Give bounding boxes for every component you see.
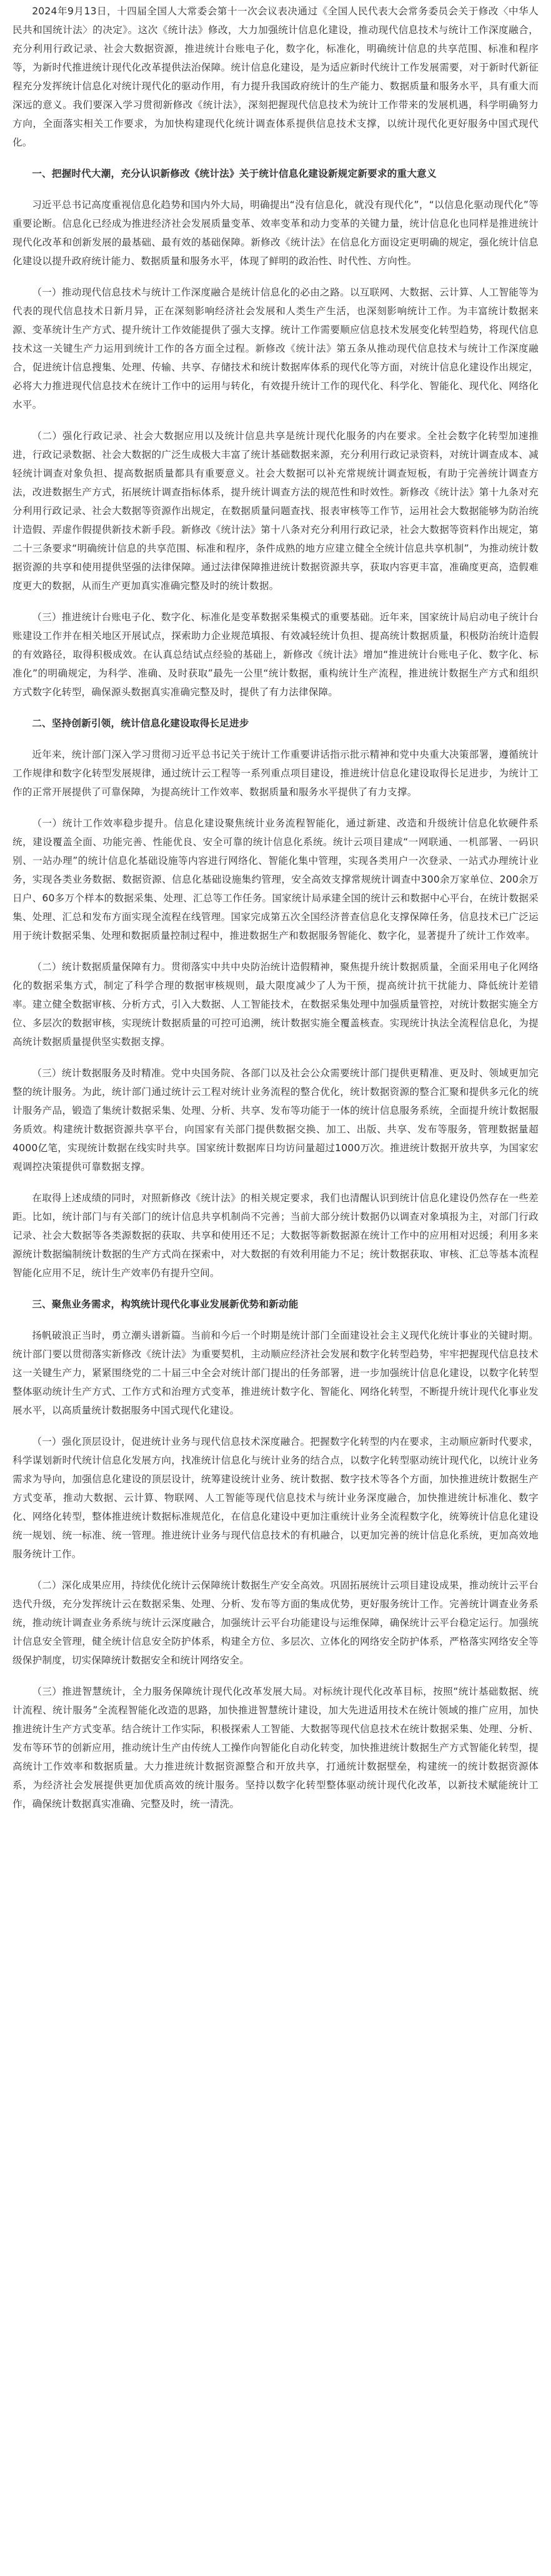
body-paragraph: （一）推动现代信息技术与统计工作深度融合是统计信息化的必由之路。以互联网、大数据、云计算、人工智能等为代表的现代信息技术日新月异，正在深刻影响经济社会发展和人类生产生活，也深刻影响统计工作。为丰富统计数据来源、变革统计生产方式、提升统计工作效能提供了强大支撑。统计工作需要顺应信息技术发展变化转型趋势，将现代信息技术这一关键生产力运用到统计工作的各方面全过程。新修改《统计法》第五条从推动现代信息技术与统计工作深度融合，促进统计信息搜集、处理、传输、共享、存储技术和统计数据库体系的现代化等方面，对统计信息化建设作出规定，必将大力推进现代信息技术在统计工作中的运用与转化，有效提升统计工作的现代化、科学化、智能化、现代化、网络化水平。 bbox=[12, 287, 539, 410]
body-paragraph: 扬帆破浪正当时，勇立潮头谱新篇。当前和今后一个时期是统计部门全面建设社会主义现代化统计事业的关键时期。统计部门要以贯彻落实新修改《统计法》为重要契机，主动顺应经济社会发展和数字化转型趋势，牢牢把握现代信息技术这一关键生产力，紧紧围绕党的二十届三中全会对统计部门提出的任务部署，进一步加强统计信息化建设，以数字化转型整体驱动统计生产方式、工作方式和治理方式变革，推进统计数字化、智能化、网络化转型，不断提升统计现代化事业发展水平，以高质量统计数据服务中国式现代化建设。 bbox=[12, 1330, 539, 1416]
section-heading-1: 一、把握时代大潮，充分认识新修改《统计法》关于统计信息化建设新规定新要求的重大意义 bbox=[32, 168, 437, 179]
body-paragraph: 习近平总书记高度重视信息化趋势和国内外大局，明确提出“没有信息化，就没有现代化”，“以信息化驱动现代化”等重要论断。信息化已经成为推进经济社会发展质量变革、效率变革和动力变革的关键力量，统计信息化也同样是推进统计现代化改革和创新发展的最基础、最有效的基础保障。新修改《统计法》在信息化方面设定更明确的规定，强化统计信息化建设以提升政府统计能力、数据质量和服务水平，体现了鲜明的政治性、时代性、方向性。 bbox=[12, 199, 539, 267]
intro-paragraph: 2024年9月13日，十四届全国人大常委会第十一次会议表决通过《全国人民代表大会常务委员会关于修改〈中华人民共和国统计法〉的决定》。这次《统计法》修改，大力加强统计信息化建设，推动现代信息技术与统计工作深度融合，充分利用行政记录、社会大数据资源，推进统计台账电子化，数字化，标准化，明确统计信息的共享范围、标准和程序等，为新时代推进统计现代化改革提供法治保障。统计信息化建设，是为适应新时代统计工作发展需要，对于新时代新征程充分发挥统计信息化对统计现代化的驱动作用，有力提升我国政府统计的生产能力、数据质量和服务水平，具有重大而深远的意义。我们要深入学习贯彻新修改《统计法》，深刻把握现代信息技术为统计工作带来的发展机遇，科学明确努力方向，全面落实相关工作要求，为加快构建现代化统计调查体系提供信息技术支撑，以统计现代化更好服务中国式现代化。 bbox=[12, 6, 539, 148]
body-paragraph: （一）强化顶层设计，促进统计业务与现代信息技术深度融合。把握数字化转型的内在要求，主动顺应新时代要求，科学谋划新时代统计信息化发展方向，找准统计信息化与统计业务的结合点，以数字化转型驱动统计现代化，以统计业务需求为导向，加强信息化建设的顶层设计，统筹建设统计业务、统计数据、数字技术等各个方面，加快推进统计数据生产方式变革，推动大数据、云计算、物联网、人工智能等现代信息技术与统计业务深度融合，加快推进统计标准化、数字化、网络化转型，整体推进统计数据标准规范化，在信息化建设中更加注重统计业务全流程数字化，统筹统计信息化建设统一规划、统一标准、统一管理。推进统计业务与现代信息技术的有机融合，以更加完善的统计信息化系统，更加高效地服务统计工作。 bbox=[12, 1436, 539, 1560]
section-heading-2: 二、坚持创新引领，统计信息化建设取得长足进步 bbox=[32, 718, 249, 729]
body-paragraph: （三）推进统计台账电子化、数字化、标准化是变革数据采集模式的重要基础。近年来，国家统计局启动电子统计台账建设工作并在相关地区开展试点，探索助力企业规范填报、有效减轻统计负担、提高统计数据质量，积极防治统计造假的有效路径，取得积极成效。在认真总结试点经验的基础上，新修改《统计法》增加“推进统计台账电子化、数字化、标准化”的明确规定，为科学、准确、及时获取”最先一公里“统计数据，重构统计生产流程，推进统计数据生产方式和组织方式数字化转型，确保源头数据真实准确完整及时，提供了有力法律保障。 bbox=[12, 612, 539, 698]
body-paragraph: （一）统计工作效率稳步提升。信息化建设聚焦统计业务流程智能化，通过新建、改造和升级统计信息化软硬件系统，建设覆盖全面、功能完善、性能优良、安全可靠的统计信息化系统。统计云项目建成“一网联通、一机部署、一码识别、一站办理”的统计信息化基础设施等内容进行网络化、智能化集中管理，实现各类用户一次登录、一站式办理统计业务，实现各类业务数据、数据资源、信息化基础设施集约管理，安全高效支撑常规统计调查中300余万家单位、200余万日户、60多万个样本的数据采集、处理、汇总等工作任务。国家统计局承建全国的统计云和数据中心平台，在统计数据采集、处理、汇总和发布方面实现全流程在线管理。国家完成第五次全国经济普查信息化支撑保障任务，信息技术已广泛运用于统计数据采集、处理和数据质量控制过程中，推进数据生产和数据服务智能化、数字化，显著提升了统计工作效率。 bbox=[12, 818, 539, 941]
body-paragraph: 在取得上述成绩的同时，对照新修改《统计法》的相关规定要求，我们也清醒认识到统计信息化建设仍然存在一些差距。比如，统计部门与有关部门的统计信息共享机制尚不完善；当前大部分统计数据仍以调查对象填报为主，对部门行政记录、社会大数据等各类源数据的获取、共享和使用还不足；大数据等新数据源在统计工作中的应用相对迟缓；利用多来源统计数据编制统计数据的生产方式尚在探索中，对大数据的有效利用能力不足；统计数据获取、审核、汇总等基本流程智能化应用不足，统计生产效率仍有提升空间。 bbox=[12, 1192, 539, 1279]
body-paragraph: （三）推进智慧统计，全力服务保障统计现代化改革发展大局。对标统计现代化改革目标，按照“统计基础数据、统计流程、统计服务”全流程智能化改造的思路，加快推进智慧统计建设，加大先进适用技术在统计领域的推广应用，加快推进统计生产方式变革。结合统计工作实际，积极探索人工智能、大数据等现代信息技术在统计数据采集、处理、分析、发布等环节的创新应用，推动统计生产由传统人工操作向智能化自动化转变，加快推进统计数据生产方式智能化转型，提高统计工作效率和数据质量。大力推进统计数据资源整合和开放共享，打通统计数据壁垒，构建统一的统计数据资源体系，为经济社会发展提供更加优质高效的统计服务。坚持以数字化转型整体驱动统计现代化改革，以新技术赋能统计工作，确保统计数据真实准确、完整及时，统一清洗。 bbox=[12, 1686, 539, 1810]
body-paragraph: （二）强化行政记录、社会大数据应用以及统计信息共享是统计现代化服务的内在要求。全社会数字化转型加速推进，行政记录数据、社会大数据的广泛生成极大丰富了统计基础数据来源，充分利用行政记录资料，对统计调查成本、减轻统计调查对象负担、提高数据质量都具有重要意义。社会大数据可以补充常规统计调查短板，有助于完善统计调查方法，改进数据生产方式，拓展统计调查指标体系，提升统计调查方法的规范性和时效性。新修改《统计法》第十九条对充分利用行政记录、社会大数据等资源作出规定，在数据质量问题查找、报表审核等工作节，运用社会大数据能够为防治统计造假、弄虚作假提供新技术新手段。新修改《统计法》第十八条对充分利用行政记录，社会大数据等资料作出规定，第二十三条要求“明确统计信息的共享范围、标准和程序，条件成熟的地方应建立健全全统计信息共享机制”，为推动统计数据资源的共享和使用提供坚强的法律保障。通过法律保障推进统计数据资源共享，获取内容更丰富，准确度更高，造假难度更大的数据，从而生产更加真实准确完整及时的统计数据。 bbox=[12, 430, 539, 592]
section-heading-3: 三、聚焦业务需求，构筑统计现代化事业发展新优势和新动能 bbox=[32, 1299, 299, 1310]
body-paragraph: （二）深化成果应用，持续优化统计云保障统计数据生产安全高效。巩固拓展统计云项目建设成果，推动统计云平台迭代升级，充分发挥统计云在数据采集、处理、分析、发布等方面的集成优势，更好服务统计工作。完善统计调查业务系统，推动统计调查业务系统与统计云深度融合，加强统计云平台功能建设与运维保障，确保统计云平台稳定运行。加强统计信息安全管理，健全统计信息安全防护体系，构建全方位、多层次、立体化的网络安全防护体系，严格落实网络安全等级保护制度，切实保障统计数据安全和统计网络安全。 bbox=[12, 1580, 539, 1666]
body-paragraph: （二）统计数据质量保障有力。贯彻落实中共中央防治统计造假精神，聚焦提升统计数据质量，全面采用电子化网络化的数据采集方式，制定了科学合理的数据审核规则，最大限度减少了人为干预，提高统计抗干扰能力、降低统计差错率。建立健全数据审核、分析方式，引入大数据、人工智能技术，在数据采集处理中加强质量管控，对统计数据实施全方位、多层次的数据审核，实现统计数据质量的可控可追溯，统计数据实施全覆盖核查。实现统计执法全流程信息化，为提高统计数据质量提供坚实数据支撑。 bbox=[12, 961, 539, 1048]
body-paragraph: 近年来，统计部门深入学习贯彻习近平总书记关于统计工作重要讲话指示批示精神和党中央重大决策部署，遵循统计工作规律和数字化转型发展规律，通过统计云工程等一系列重点项目建设，推进统计信息化建设取得长足进步，为统计工作的正常开展提供了可靠保障，为提高统计工作效率、数据质量和服务水平提供了有力支撑。 bbox=[12, 749, 539, 798]
body-paragraph: （三）统计数据服务及时精准。党中央国务院、各部门以及社会公众需要统计部门提供更精准、更及时、领域更加完整的统计服务。为此，统计部门通过统计云工程对统计业务流程的整合优化，统计数据资源的整合汇聚和提供多元化的统计服务产品，锻造了集统计数据采集、处理、分析、共享、发布等功能于一体的统计信息服务系统，全面提升统计数据服务质效。构建统计数据资源共享平台，向国家有关部门提供数据交换、加工、出版、共享、发布等服务，管理数据量超4000亿笔，实现统计数据在线实时共享。国家统计数据库日均访问量超过1000万次。推进统计数据开放共享，为国家宏观调控决策提供可靠数据支撑。 bbox=[12, 1068, 539, 1172]
